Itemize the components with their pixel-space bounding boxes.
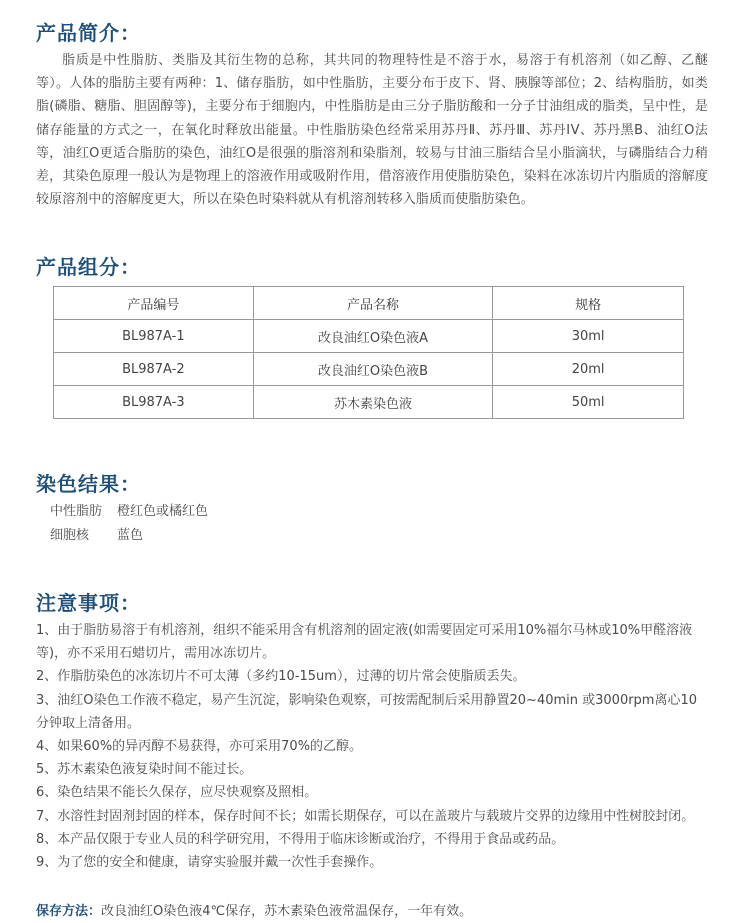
header-product-name: 产品名称: [253, 287, 493, 320]
notes-list: [36, 619, 708, 874]
notes-heading: 注意事项：: [36, 591, 141, 615]
cell-product-name: 改良油红O染色液A: [253, 320, 493, 353]
components-table: [53, 286, 684, 419]
result-item: [50, 524, 208, 548]
results-heading: 染色结果：: [36, 472, 141, 496]
note-item: 5、苏木素染色液复染时间不能过长。: [36, 762, 253, 778]
note-item: 9、为了您的安全和健康，请穿实验服并戴一次性手套操作。: [36, 855, 383, 871]
components-heading: 产品组分：: [36, 255, 141, 279]
storage-label: 保存方法：: [36, 904, 102, 919]
header-spec: 规格: [493, 287, 684, 320]
storage-info: [36, 902, 472, 922]
note-item: 4、如果60%的异丙醇不易获得，亦可采用70%的乙醇。: [36, 739, 363, 755]
result-target: 细胞核: [50, 528, 90, 543]
note-item: 8、本产品仅限于专业人员的科学研究用，不得用于临床诊断或治疗，不得用于食品或药品。: [36, 831, 565, 847]
result-color: 橙红色或橘红色: [117, 504, 209, 519]
note-item: 6、染色结果不能长久保存，应尽快观察及照相。: [36, 785, 318, 801]
result-target: 中性脂肪: [50, 504, 103, 519]
table-row: [54, 353, 684, 386]
storage-text: 改良油红O染色液4℃保存，苏木素染色液常温保存，一年有效。: [101, 904, 473, 919]
results-list: [50, 500, 208, 548]
note-item: 1、由于脂肪易溶于有机溶剂，组织不能采用含有机溶剂的固定液(如需要固定可采用10%福尔马林或10%甲醛溶液等)，亦不采用石蜡切片，需用冰冻切片。: [36, 623, 693, 662]
cell-spec: 20ml: [493, 353, 684, 386]
cell-product-code: BL987A-1: [54, 320, 254, 353]
note-item: 3、油红O染色工作液不稳定，易产生沉淀，影响染色观察，可按需配制后采用静置20~40min 或3000rpm离心10分钟取上清备用。: [36, 692, 698, 731]
table-row: [54, 386, 684, 419]
cell-product-code: BL987A-2: [54, 353, 254, 386]
result-color: 蓝色: [117, 528, 144, 543]
cell-spec: 30ml: [493, 320, 684, 353]
cell-product-code: BL987A-3: [54, 386, 254, 419]
header-product-code: 产品编号: [54, 287, 254, 320]
cell-spec: 50ml: [493, 386, 684, 419]
note-item: 2、作脂肪染色的冰冻切片不可太薄（多约10-15um），过薄的切片常会使脂质丢失。: [36, 669, 526, 685]
table-header-row: [54, 287, 684, 320]
cell-product-name: 苏木素染色液: [253, 386, 493, 419]
note-item: 7、水溶性封固剂封固的样本，保存时间不长；如需长期保存，可以在盖玻片与载玻片交界的边缘用中性树胶封闭。: [36, 808, 695, 824]
table-row: [54, 320, 684, 353]
intro-heading: 产品简介：: [36, 21, 141, 45]
result-item: [50, 500, 208, 524]
cell-product-name: 改良油红O染色液B: [253, 353, 493, 386]
intro-paragraph: 脂质是中性脂肪、类脂及其衍生物的总称，其共同的物理特性是不溶于水，易溶于有机溶剂（如乙醇、乙醚等）。人体的脂肪主要有两种：1、储存脂肪，如中性脂肪，主要分布于皮下、肾、胰腺等部位；2、结构脂肪，如类脂(磷脂、糖脂、胆固醇等)，主要分布于细胞内，中性脂肪是由三分子脂肪酸和一分子甘油组成的脂类，呈中性，是储存能量的方式之一，在氧化时释放出能量。中性脂肪染色经常采用苏丹Ⅱ、苏丹Ⅲ、苏丹ⅠⅤ、苏丹黑B、油红O法等，油红O更适合脂肪的染色，油红O是很强的脂溶剂和染脂剂，较易与甘油三脂结合呈小脂滴状，与磷脂结合力稍差，其染色原理一般认为是物理上的溶液作用或吸附作用，借溶液作用使脂肪染色，染料在冰冻切片内脂质的溶解度较原溶剂中的溶解度更大，所以在染色时染料就从有机溶剂转移入脂质而使脂肪染色。: [36, 53, 708, 208]
